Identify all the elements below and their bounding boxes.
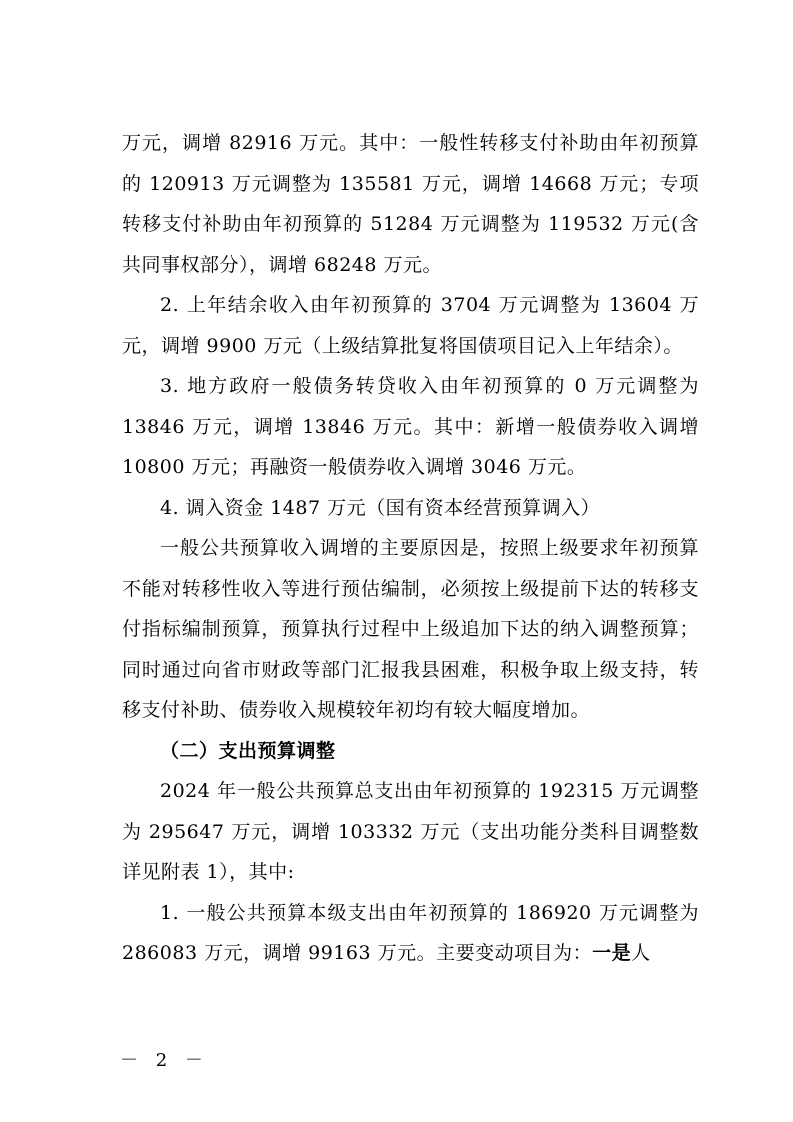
paragraph-local-expenditure-text: 1. 一般公共预算本级支出由年初预算的 186920 万元调整为 286083 万元，调增 99163 万元。主要变动项目为： bbox=[122, 901, 699, 964]
first-item-marker: 一是 bbox=[592, 942, 632, 964]
paragraph-local-government-debt: 3. 地方政府一般债务转贷收入由年初预算的 0 万元调整为 13846 万元，调增 13846 万元。其中：新增一般债券收入调增 10800 万元；再融资一般债券收入调增 3046 万元。 bbox=[122, 375, 699, 478]
paragraph-local-expenditure-tail: 人 bbox=[631, 942, 651, 964]
paragraph-total-expenditure: 2024 年一般公共预算总支出由年初预算的 192315 万元调整为 295647 万元，调增 103332 万元（支出功能分类科目调整数详见附表 1），其中: bbox=[122, 780, 699, 883]
paragraph-local-expenditure bbox=[122, 893, 699, 974]
paragraph-transfer-payments: 万元，调增 82916 万元。其中：一般性转移支付补助由年初预算的 120913 万元调整为 135581 万元，调增 14668 万元；专项转移支付补助由年初预算的 51284 万元调整为 119532 万元(含共同事权部分），调增 68248 万元。 bbox=[122, 132, 699, 276]
paragraph-prior-year-surplus: 2. 上年结余收入由年初预算的 3704 万元调整为 13604 万元，调增 9900 万元（上级结算批复将国债项目记入上年结余）。 bbox=[122, 294, 699, 357]
section-heading-expenditure-adjustment: （二）支出预算调整 bbox=[160, 739, 336, 762]
paragraph-revenue-increase-reasons: 一般公共预算收入调增的主要原因是，按照上级要求年初预算不能对转移性收入等进行预估编制，必须按上级提前下达的转移支付指标编制预算，预算执行过程中上级追加下达的纳入调整预算；同时通过向省市财政等部门汇报我县困难，积极争取上级支持，转移支付补助、债券收入规模较年初均有较大幅度增加。 bbox=[122, 537, 699, 721]
page-number: － 2 － bbox=[120, 1050, 209, 1071]
document-body bbox=[122, 123, 699, 974]
paragraph-transferred-funds: 4. 调入资金 1487 万元（国有资本经营预算调入） bbox=[160, 496, 601, 519]
